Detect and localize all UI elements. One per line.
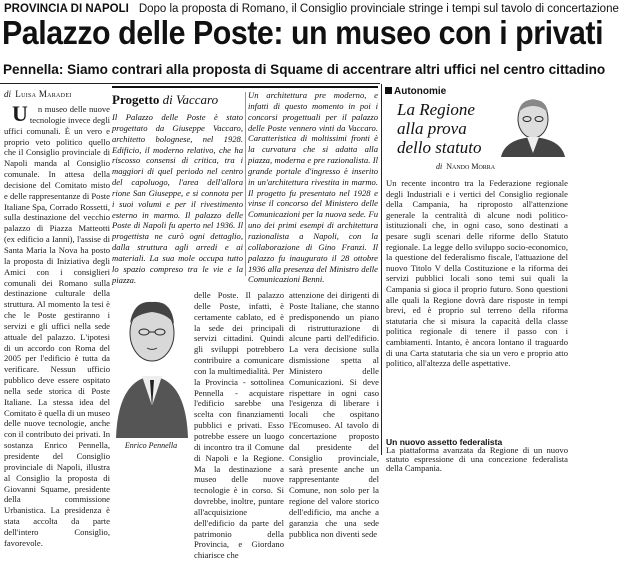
box-text-col1: Il Palazzo delle Poste è stato progettato da Giuseppe Vaccaro, architetto bolognese, nel 1928. Edificio, il moderno relativo, che ha riscosso consensi di critica, tra i maggiori di quel periodo nel centro del capoluogo, l'area dell'allora rione San Giuseppe, e si connota per i suoi volumi e per il rivestimento esterno in marmo. Il palazzo delle Poste di Napoli fu aperto nel 1936. Il progettista ne curò ogni dettaglio, dalla struttura agli arredi e ai materiali. La sua mole occupa tutto lo spazio compreso tra le vie e la piazza.	[112, 112, 243, 285]
byline-prefix: di	[4, 89, 12, 99]
box-title-prefix: Progetto	[112, 92, 160, 107]
article-column-2: delle Poste. Il palazzo delle Poste, infatti, è certamente cablato, ed è la sede dei principali servizi cittadini. Quindi gli sviluppi potrebbero contribuire a comunicare con la multimedialità. Per la Provincia - sottolinea Pennella - acquistare l'edificio sarebbe una scelta con finanziamenti pubblici e privati. Esso potrebbe essere un luogo di incontro tra il Comune di Napoli e la Regione. Ma la destinazione a museo delle nuove tecnologie è in corso. Si dovrebbe, inoltre, puntare all'acquisizione dell'edificio da parte del patrimonio della Provincia, e Giordano chiarisce che	[194, 290, 284, 561]
portrait-photo-pennella	[112, 288, 190, 438]
sidebar-byline-prefix: di	[436, 162, 443, 171]
sidebar-byline-author: Nando Morra	[446, 162, 496, 171]
column-1-text: n museo delle nuove tecnologie invece degli uffici comunali. È un vero e proprio veto politico quello che il Consiglio provinciale di Napoli manda al Consiglio comunale. In attesa della decisione del Comitato misto e delle rappresentanze di Poste Italiane Spa, Corrado Rossetti, sulla destinazione del vecchio palazzo di Piazza Matteotti (ex edificio a Ianni), l'assise di Santa Maria la Nova ha posto la proposta di Iniziativa degli Amici con i consiglieri comunali dei Romano sulla destinazione culturale della struttura. Al momento la tesi è che le Poste gestiranno i servizi e gli uffici nella sede attuale del palazzo. L'ipotesi di un accordo con Roma del 2005 per l'edificio è tutta da verificare. Nessun ufficio pubblico deve essere ospitato nella sede storica di Poste Italiane. La stessa idea del Comitato è quella di un museo delle nuove tecnologie, anche con il contributo dei privati. In sostanza Enrico Pennella, presidente del Consiglio provinciale di Napoli, illustra al Consiglio la proposta di Giovanni Squame, presidente della commissione Urbanistica. La presidenza è stata accolta da parte dell'intero Consiglio, favorevole.	[4, 104, 110, 548]
sidebar-box-title	[112, 92, 232, 108]
sidebar-subheading: Un nuovo assetto federalista	[386, 437, 503, 447]
box-divider	[245, 92, 246, 276]
byline	[4, 88, 104, 100]
rubric-label	[385, 85, 505, 99]
article-column-3: attenzione dei dirigenti di Poste Italiane, che stanno predisponendo un piano di ristrutturazione di alcune parti dell'edificio. La vera decisione sulla dismissione spetta al Ministero delle Comunicazioni. Si deve rispettare in ogni caso l'esigenza di liberare i locali che ospitano l'Ecomuseo. Al tavolo di concertazione proposto dal presidente del Consiglio provinciale, sarà presente anche un rappresentante del Comune, non solo per la regione del valore storico dell'edificio, ma anche a garanzia che una sede pubblica non diventi sede	[289, 290, 379, 539]
subheadline: Pennella: Siamo contrari alla proposta di Squame di accentrare altri uffici nel centro cittadino	[3, 61, 606, 77]
portrait-photo-morra	[497, 93, 569, 157]
headline: Palazzo delle Poste: un museo con i privati	[2, 14, 604, 51]
sidebar-article-body-2: La piattaforma avanzata da Regione di un nuovo statuto espressione di una concezione federalista della Campania.	[386, 445, 568, 473]
rubric-label-text: Autonomie	[394, 86, 447, 97]
kicker-text: Dopo la proposta di Romano, il Consiglio provinciale stringe i tempi sul tavolo di concertazione	[138, 3, 619, 15]
photo-caption: Enrico Pennella	[124, 441, 178, 450]
headline-rule	[0, 83, 380, 84]
article-column-1	[4, 101, 110, 548]
section-label: PROVINCIA DI NAPOLI	[4, 3, 129, 15]
rubric-square-icon	[385, 87, 392, 94]
box-text-col2: Un architettura pre moderno, e infatti di questo momento in poi i concorsi progettuali per il palazzo delle Poste vennero vinti da Vaccaro. Caratteristica di moltissimi fronti è la curvatura che si adatta alla piazza, moderna e pre razionalista. Il grande portale d'ingresso è inserito in un'architettura rivestita in marmo. Il progetto fu presentato nel 1928 e vinse il concorso del Ministero delle Comunicazioni per la nuova sede. Fu uno dei primi esempi di architettura razionalista a Napoli, con la collaborazione di Gino Franzi. Il palazzo fu inaugurato il 28 ottobre 1936 alla presenza del Ministro delle Comunicazioni Benni.	[248, 90, 378, 285]
sidebar-byline	[436, 161, 569, 173]
byline-author: Luisa Maradei	[15, 89, 72, 99]
sidebar-article-body: Un recente incontro tra la Federazione regionale degli Industriali e i vertici del Consiglio regionale della Campania, ha riproposto all'attenzione generale la centralità di alcune nodi politico-istituzionali che, in ogni caso, sono destinati a pesare sugli scenari delle riforme dello Statuto regionale. La legge dello sviluppo socio-economico, la questione del federalismo fiscale, l'attuazione del nuovo Titolo V della Costituzione e la riforma dei servizi pubblici locali sono temi sui quali la Campania si gioca il proprio futuro. Sono questioni alle quali la Regione dovrà dare risposte in tempi brevi, ed è proprio sul terreno della riforma statutaria che si misura la capacità della classe politica regionale di tenere il passo con i cambiamenti. Intanto, è ancora lontano il traguardo di una Carta statutaria che sia un vero e proprio atto politico, all'altezza delle aspettative.	[386, 178, 568, 369]
sidebar-box-vaccaro	[112, 86, 378, 285]
box-title-main: di Vaccaro	[162, 92, 219, 107]
sidebar-article-title: La Regione alla prova dello statuto	[397, 100, 482, 157]
drop-cap: U	[12, 101, 28, 126]
column-separator	[381, 84, 382, 455]
